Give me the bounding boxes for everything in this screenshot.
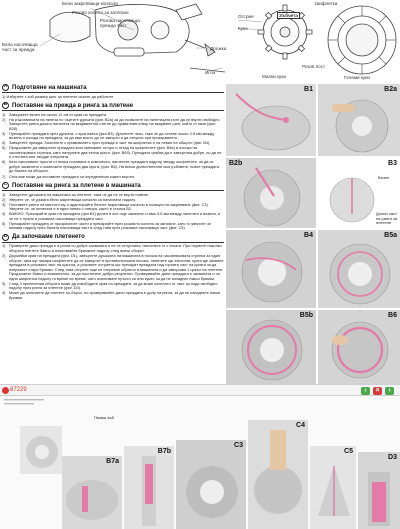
- photo-b2a: [318, 84, 400, 156]
- photo-b5b-graphic: [226, 310, 316, 384]
- section-b-step: [2, 175, 224, 180]
- photo-d3-tag: D3: [388, 454, 397, 461]
- section-c-title: Поставяне на ринга за плетене в машината: [12, 182, 141, 189]
- photo-b3: [318, 158, 400, 228]
- section-d-step: [2, 254, 224, 281]
- lower-faded-text: [4, 398, 64, 409]
- step-text: Прекарайте преждата през дупката, с кукa навън (фиг.В3). Дръпнете леко, така че да остане около 3-5 мм между възела и изхода на преждата, за да има място до се завърти и да отпусна при прокарването.: [9, 130, 215, 141]
- photo-b1-graphic: [226, 84, 316, 156]
- section-c: [2, 182, 224, 231]
- knitting-ring-diagram: [328, 6, 396, 74]
- photo-c4-graphic: [248, 420, 308, 529]
- viewer-toolbar: [0, 384, 400, 396]
- section-a-title: Подготвяне на машината: [12, 84, 87, 91]
- photo-b4-graphic: [226, 230, 316, 308]
- step-number: 1): [2, 111, 6, 117]
- section-d-step: [2, 291, 224, 300]
- photo-b7b-tag: B7b: [157, 448, 171, 455]
- section-b-step: [2, 146, 224, 160]
- arrow-left-icon: ‹: [364, 387, 367, 394]
- step-text: След 3 пренесения оборота може да освободите края на преждата, за да може колелото от част за пода свободно надолу през ринга за плетене (фиг. D3).: [9, 280, 218, 291]
- photo-b5b: [226, 310, 316, 384]
- section-b-letter: B: [3, 102, 8, 108]
- section-c-heading: [2, 182, 224, 189]
- section-c-step: [2, 212, 224, 221]
- label-needle: Игла: [205, 70, 216, 75]
- section-a-rule: [2, 92, 224, 93]
- label-handle: Дръжка: [210, 46, 227, 51]
- note-lower-ring: Долни част на ринга за плетене: [376, 211, 397, 226]
- close-button[interactable]: [373, 387, 382, 395]
- step-number: 3): [2, 280, 6, 286]
- photo-b7b: [124, 446, 174, 529]
- photo-c4-tag: C4: [296, 422, 305, 429]
- back-button[interactable]: [361, 387, 370, 395]
- step-text: Прекарайте преждата от прозрачните части и прекарайте през розовото колело за затягане, като го уверите че минава надолу през бялата насочваща част в след това през розовата насочваща част (фиг. С5).: [9, 220, 211, 231]
- section-b-step: [2, 118, 224, 132]
- section-a: [2, 84, 224, 99]
- photo-b3-tag: B3: [388, 160, 397, 167]
- section-a-para: 1) Изберете с кой размер кръг за плетене искате да работите: [2, 93, 114, 99]
- label-strap-bar: Острие: [238, 14, 254, 19]
- photo-b7b-graphic: [124, 446, 174, 529]
- section-a-letter: A: [3, 84, 8, 90]
- photo-c3-graphic: [176, 440, 246, 529]
- step-number: 4): [2, 290, 6, 296]
- step-text: На ръкохватката на пинеза по чъртите дупката (фиг. В2а) за да позволите на пинетицата ринг да се върти свободно. Завъртете ринга докато пинетата на вкарванетоѝ стигне до правилния отвор на вкарване ринг, който го пази (фиг. В2б).: [9, 116, 221, 131]
- step-text: Като използвате пръсти от всяка половина и комплекта, нагнетете преждата надолу, между шифлетите, за да се добре зазвените и композите преждата два кръга. (фиг. В6). На всеки допълнителни към ръбовете, юзьте преждата до базата на оборота.: [9, 159, 219, 174]
- section-b-heading: [2, 102, 224, 109]
- step-text: Проверете дали прежда е в ринга си добре захваната и не се отпуснала, натиснете го с ятката. При първите няколко оборота плетете бавно и използвайте бримките надолу след всеки оборот.: [9, 243, 222, 253]
- photo-b7a: [62, 456, 122, 529]
- step-number: 7): [2, 173, 6, 179]
- photo-c5-graphic: [310, 446, 356, 529]
- lower-page: [0, 396, 400, 529]
- photo-c5-tag: C5: [344, 448, 353, 455]
- step-number: 3): [2, 201, 6, 207]
- section-d: [2, 234, 224, 300]
- document-icon: [2, 387, 9, 394]
- photo-b1: [226, 84, 316, 156]
- gear-badge: Зъбчета: [279, 13, 298, 18]
- photo-b5b-tag: B5b: [299, 312, 313, 319]
- section-b-step: [2, 160, 224, 174]
- note-knot: Възел: [378, 175, 390, 180]
- step-number: 5): [2, 220, 6, 226]
- label-pink-wheel: Розово колело за затягане: [72, 10, 129, 15]
- step-number: 2): [2, 253, 6, 259]
- step-text: Завъртете прежда. Започнете с примиването през прежда в част на шифлетка и на левия на ъбщото (фиг. В4).: [9, 140, 211, 146]
- step-text: Продължете да завъртате преждата като минавате отгоре и отзад на шифлетите (фиг. В5а) в посока на часовниковата стрелка, като натрупате два етапа кръга. (фиг. В5б). Преждата трябва да е завъртяна добре, но да не е стегната или твърде отпусната.: [9, 145, 222, 160]
- photo-c5: [310, 446, 356, 529]
- photo-b2a-graphic: [318, 84, 400, 156]
- step-number: 3): [2, 130, 6, 136]
- photo-b5a-tag: B5a: [384, 232, 397, 239]
- step-text: Поставете ринга на мястото му и адаптирайте белите закрепващи конзоли в позиция на закрепване (фиг. С3). Уверете се, че пинетата е в една линия с отвора, както в стъпка В2.: [9, 201, 209, 212]
- label-pink-column: Розов пост: [302, 64, 326, 69]
- step-number: 6): [2, 159, 6, 165]
- product-code: 87229: [10, 387, 27, 393]
- machine-parts-diagram: [0, 0, 400, 82]
- photo-b5a: [318, 230, 400, 308]
- step-text: Завържете възел на около 12 см от края на преждата.: [9, 111, 108, 117]
- photo-b2b-tag: B2b: [229, 160, 243, 167]
- photo-b6: [318, 310, 400, 384]
- section-a-heading: [2, 84, 224, 91]
- section-d-title: Да започваме плетенето: [12, 234, 85, 241]
- label-small-hooks: Малки куки: [262, 74, 286, 79]
- step-text: Може да започнете да плетете по-бързо, но проверявайте дали преждата е долу на ринга, за да не изпаднете някои бримки.: [9, 290, 221, 300]
- photo-c3: [176, 440, 246, 529]
- step-number: 2): [2, 116, 6, 122]
- photo-d3: [358, 452, 400, 529]
- step-number: 2): [2, 196, 6, 202]
- photo-lower-left: [20, 426, 62, 474]
- step-text: Сега вие може да поставите преждата си определения кожен въртел.: [9, 173, 136, 179]
- photo-b5a-graphic: [318, 230, 400, 308]
- step-text: Държейки края на преждата (фиг. D1), завъртете дръжката на машината в посока на часовниковата стрелка за един оборот, така ще накара шифлетите да се завъртят в противоположна посока, пинетите ще започнат, кукта ще захване преждата в розовата част на цикъла, а розовите остриета ще прекарат преждата над горната част на куката за да изпразнят стари бримки. След това отпрете още се отпревне обратно в машината и да завършва 1 цикъл на плетене. Продължете бавно и внимателно, за да постигнете добри резултати. Проверявайте дали преждата е захваната и по една шифлетка надолу ги време на време, като използвате пръсти си или кукат, за да не изпаднат някои бримки.: [9, 253, 224, 281]
- photo-b2b-graphic: [226, 158, 316, 228]
- section-c-step: [2, 222, 224, 231]
- faded-text-lines: [4, 398, 64, 408]
- section-c-rule: [2, 190, 224, 191]
- step-number: 1): [2, 191, 6, 197]
- label-crank: Кука: [238, 26, 248, 31]
- step-number: 5): [2, 145, 6, 151]
- step-number: 4): [2, 140, 6, 146]
- arrow-right-icon: ›: [388, 387, 391, 394]
- step-text: Завъртете дръжката на машината за плетене, така че да не се върти повече.: [9, 191, 149, 197]
- close-icon: ×: [375, 387, 380, 394]
- photo-b2a-tag: B2a: [384, 86, 397, 93]
- step-text: ВАЖНО: Прекарайте края на преждата (фиг.В1) долен в осе още закачено и има 3-5 мм между пинетата и възела, и че не е нужно в розовата насочваща преждата част.: [9, 211, 221, 221]
- step-text: Уверете се, че дъвата бели закрепващи конзоли са натиснати надолу.: [9, 196, 136, 202]
- photo-b1-tag: B1: [304, 86, 313, 93]
- next-button[interactable]: [385, 387, 394, 395]
- photo-b6-graphic: [318, 310, 400, 384]
- photo-c3-tag: C3: [234, 442, 243, 449]
- section-d-heading: [2, 234, 224, 241]
- photo-b7a-tag: B7a: [106, 458, 119, 465]
- photo-b4-tag: B4: [304, 232, 313, 239]
- section-b-rule: [2, 110, 224, 111]
- section-c-letter: C: [3, 182, 8, 188]
- machine-diagram-svg: [0, 0, 400, 82]
- photo-d3-graphic: [358, 452, 400, 529]
- instructions-column: [2, 84, 224, 303]
- step-number: 4): [2, 211, 6, 217]
- photo-b7a-graphic: [62, 456, 122, 529]
- step-number: 1): [2, 243, 6, 249]
- label-large-hooks: Големи куки: [344, 75, 370, 80]
- photo-b2b: [226, 158, 316, 228]
- label-white-guide: Бяла насочваща част за прежда: [2, 42, 38, 52]
- label-pink-guide: Розова насочваща прежда част: [100, 18, 140, 28]
- section-d-letter: D: [3, 234, 8, 240]
- label-gear: Шифлетка: [315, 1, 338, 6]
- section-b-title: Поставяне на прежда в ринга за плетене: [12, 102, 134, 109]
- label-holding-brushes: Бели закрепващи конзоли: [62, 1, 118, 6]
- photo-b4: [226, 230, 316, 308]
- photo-c4: [248, 420, 308, 529]
- section-b: [2, 102, 224, 179]
- photo-lower-left-graphic: [20, 426, 62, 474]
- photo-b6-tag: B6: [388, 312, 397, 319]
- note-tooth: Пазеш зъб: [94, 415, 114, 420]
